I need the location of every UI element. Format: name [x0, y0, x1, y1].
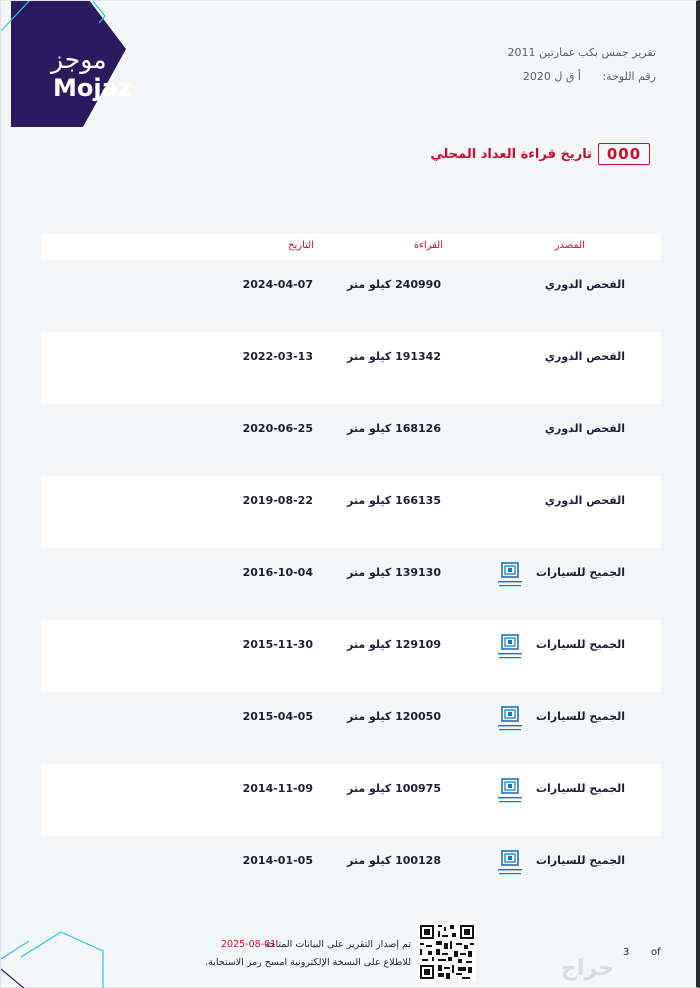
corner-decoration-icon: [1, 929, 111, 988]
report-title: تقرير جمس بكب غمارتين 2011: [507, 46, 656, 59]
table-header: [41, 234, 661, 260]
row-date: 2014-11-09: [242, 782, 313, 795]
table-row: [41, 476, 661, 548]
logo-english: Mojaz: [53, 74, 132, 102]
issued-date: 2025-08-01: [221, 939, 277, 950]
page-of-label: of: [651, 947, 661, 958]
row-reading: 168126 كيلو متر: [346, 422, 441, 435]
row-reading: 191342 كيلو متر: [346, 350, 441, 363]
header-reading: القراءة: [413, 240, 443, 251]
section-header: [430, 143, 656, 165]
row-date: 2016-10-04: [242, 566, 313, 579]
header-source: المصدر: [554, 240, 585, 251]
row-date: 2024-04-07: [242, 278, 313, 291]
mojaz-logo: [1, 1, 151, 136]
row-reading: 139130 كيلو متر: [346, 566, 441, 579]
dealer-logo-icon: [496, 562, 524, 592]
section-title: تاريخ قراءة العداد المحلي: [430, 146, 592, 162]
plate-line: [523, 70, 656, 83]
plate-value: أ ق ل 2020: [522, 70, 581, 83]
row-reading: 100128 كيلو متر: [346, 854, 441, 867]
row-source: الفحص الدوري: [544, 422, 625, 435]
table-body: [41, 260, 661, 908]
row-source: الفحص الدوري: [544, 278, 625, 291]
odometer-icon: 000: [598, 143, 650, 165]
table-row: [41, 548, 661, 620]
table-row: [41, 836, 661, 908]
row-reading: 240990 كيلو متر: [346, 278, 441, 291]
table-row: [41, 260, 661, 332]
scan-instructions: للاطلاع على النسخة الإلكترونية امسح رمز الاستجابة.: [205, 957, 411, 968]
table-row: [41, 404, 661, 476]
dealer-logo-icon: [496, 706, 524, 736]
row-date: 2020-06-25: [242, 422, 313, 435]
odometer-table: [41, 234, 661, 908]
row-reading: 100975 كيلو متر: [346, 782, 441, 795]
row-source: الجميح للسيارات: [535, 638, 625, 651]
row-date: 2019-08-22: [242, 494, 313, 507]
row-reading: 120050 كيلو متر: [346, 710, 441, 723]
table-row: [41, 764, 661, 836]
row-date: 2014-01-05: [242, 854, 313, 867]
dealer-logo-icon: [496, 778, 524, 808]
row-reading: 166135 كيلو متر: [346, 494, 441, 507]
watermark: حراج: [561, 956, 614, 981]
row-date: 2015-11-30: [242, 638, 313, 651]
dealer-logo-icon: [496, 850, 524, 880]
row-source: الجميح للسيارات: [535, 854, 625, 867]
table-row: [41, 620, 661, 692]
issued-text: تم إصدار التقرير على البيانات المتاحة: [264, 939, 411, 950]
page-number: 3: [623, 947, 630, 958]
row-date: 2022-03-13: [242, 350, 313, 363]
row-source: الفحص الدوري: [544, 494, 625, 507]
row-source: الفحص الدوري: [544, 350, 625, 363]
plate-label: رقم اللوحة:: [602, 70, 656, 83]
logo-arabic: موجز: [51, 45, 107, 74]
header-date: التاريخ: [288, 240, 314, 251]
row-reading: 129109 كيلو متر: [346, 638, 441, 651]
table-row: [41, 692, 661, 764]
row-date: 2015-04-05: [242, 710, 313, 723]
row-source: الجميح للسيارات: [535, 782, 625, 795]
qr-code-icon[interactable]: [418, 923, 476, 981]
row-source: الجميح للسيارات: [535, 710, 625, 723]
dealer-logo-icon: [496, 634, 524, 664]
table-row: [41, 332, 661, 404]
row-source: الجميح للسيارات: [535, 566, 625, 579]
